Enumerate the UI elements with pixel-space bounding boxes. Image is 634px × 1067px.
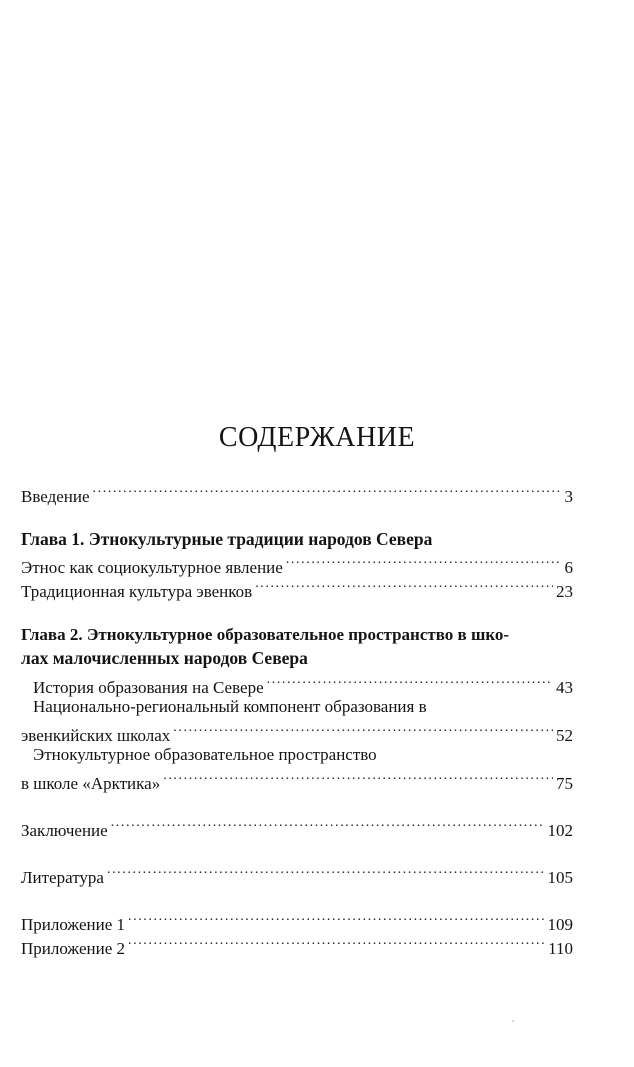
dot-leader bbox=[111, 816, 545, 836]
dot-leader bbox=[267, 673, 553, 693]
dot-leader bbox=[255, 577, 553, 597]
chapter-2-heading-line-1 bbox=[21, 624, 573, 645]
toc-entry-national-component-line-1[interactable] bbox=[21, 697, 491, 717]
toc-page-number: 105 bbox=[547, 868, 573, 887]
toc-entry-text: Национально-региональный компонент образования в bbox=[33, 697, 427, 716]
toc-entry-intro[interactable] bbox=[21, 482, 573, 507]
toc-entry-appendix-2[interactable] bbox=[21, 934, 573, 959]
toc-entry-literature[interactable] bbox=[21, 863, 573, 888]
toc-entry-ethnos[interactable] bbox=[21, 553, 573, 578]
toc-page-number: 43 bbox=[556, 678, 573, 697]
toc-entry-text: Этнокультурное образовательное пространство bbox=[33, 745, 377, 764]
scan-speck bbox=[512, 1020, 514, 1022]
toc-entry-text: эвенкийских школах bbox=[21, 726, 171, 745]
toc-page-number: 109 bbox=[547, 915, 573, 934]
dot-leader bbox=[128, 910, 545, 930]
toc-entry-arktika-line-1[interactable] bbox=[21, 745, 585, 765]
chapter-1-heading: Глава 1. Этнокультурные традиции народов Севера bbox=[21, 529, 433, 549]
toc-page-number: 23 bbox=[556, 582, 573, 601]
toc-entry-text: Этнос как социокультурное явление bbox=[21, 558, 283, 577]
toc-page-number: 110 bbox=[548, 939, 573, 958]
dot-leader bbox=[173, 721, 553, 741]
chapter-2-heading-line-2: лах малочисленных народов Севера bbox=[21, 648, 308, 668]
toc-entry-appendix-1[interactable] bbox=[21, 910, 573, 935]
chapter-2-heading-text: Глава 2. Этнокультурное образовательное пространство в шко- bbox=[21, 625, 510, 644]
toc-entry-text: История образования на Севере bbox=[33, 678, 264, 697]
toc-entry-conclusion[interactable] bbox=[21, 816, 573, 841]
toc-entry-text: Приложение 2 bbox=[21, 939, 125, 958]
toc-page-number: 75 bbox=[556, 774, 573, 793]
toc-page-number: 102 bbox=[547, 821, 573, 840]
toc-entry-text: Литература bbox=[21, 868, 104, 887]
toc-page-number: 52 bbox=[556, 726, 573, 745]
toc-entry-education-history[interactable] bbox=[21, 673, 573, 698]
dot-leader bbox=[93, 482, 562, 502]
toc-entry-text: Заключение bbox=[21, 821, 108, 840]
toc-entry-arktika-line-2[interactable] bbox=[21, 769, 573, 794]
toc-entry-text: в школе «Арктика» bbox=[21, 774, 161, 793]
dot-leader bbox=[286, 553, 562, 573]
dot-leader bbox=[107, 863, 545, 883]
toc-entry-national-component-line-2[interactable] bbox=[21, 721, 573, 746]
toc-page-number: 6 bbox=[564, 558, 573, 577]
toc-entry-text: Введение bbox=[21, 487, 90, 506]
toc-entry-evenk-culture[interactable] bbox=[21, 577, 573, 602]
toc-entry-text: Традиционная культура эвенков bbox=[21, 582, 253, 601]
toc-page-number: 3 bbox=[564, 487, 573, 506]
toc-entry-text: Приложение 1 bbox=[21, 915, 125, 934]
dot-leader bbox=[128, 934, 545, 954]
dot-leader bbox=[163, 769, 553, 789]
page-title: СОДЕРЖАНИЕ bbox=[218, 422, 416, 453]
